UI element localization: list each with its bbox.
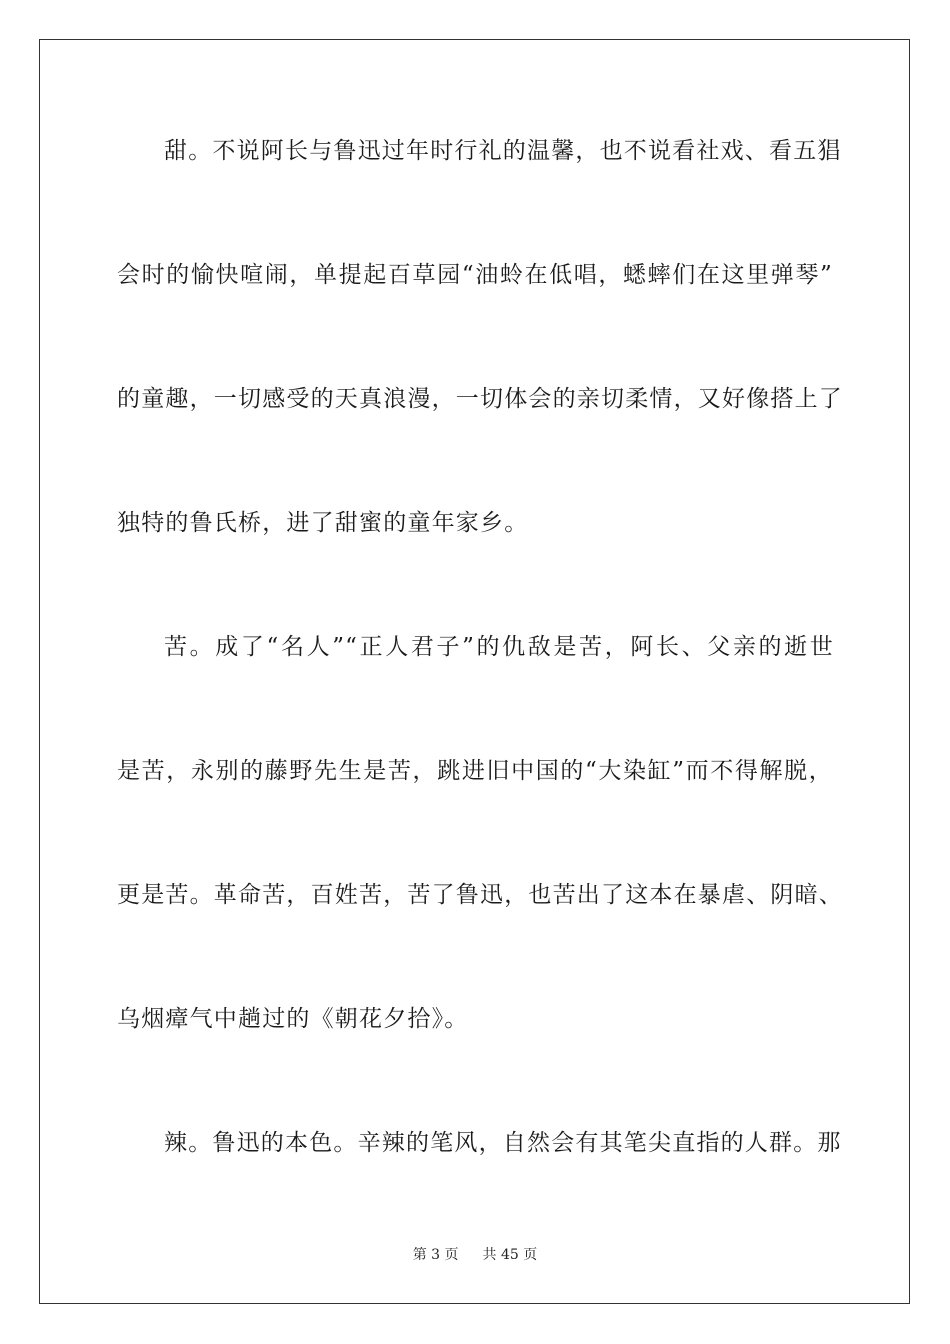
page-number: 第 3 页 — [412, 1247, 459, 1263]
paragraph-line: 苦。成了“名人”“正人君子”的仇敌是苦，阿长、父亲的逝世 — [164, 634, 834, 660]
paragraph-line: 会时的愉快喧闹，单提起百草园“油蛉在低唱，蟋蟀们在这里弹琴” — [117, 262, 833, 288]
page-border — [39, 39, 910, 1304]
paragraph-line: 辣。鲁迅的本色。辛辣的笔风，自然会有其笔尖直指的人群。那 — [164, 1130, 842, 1156]
paragraph-line: 的童趣，一切感受的天真浪漫，一切体会的亲切柔情，又好像搭上了 — [117, 386, 843, 412]
page-footer — [0, 1245, 950, 1265]
paragraph-line: 是苦，永别的藤野先生是苦，跳进旧中国的“大染缸”而不得解脱， — [117, 758, 833, 784]
paragraph-line: 独特的鲁氏桥，进了甜蜜的童年家乡。 — [117, 510, 529, 536]
paragraph-line: 乌烟瘴气中趟过的《朝花夕拾》。 — [117, 1006, 469, 1032]
paragraph-line: 更是苦。革命苦，百姓苦，苦了鲁迅，也苦出了这本在暴虐、阴暗、 — [117, 882, 843, 908]
total-pages: 共 45 页 — [482, 1247, 538, 1263]
paragraph-line: 甜。不说阿长与鲁迅过年时行礼的温馨，也不说看社戏、看五猖 — [164, 138, 842, 164]
